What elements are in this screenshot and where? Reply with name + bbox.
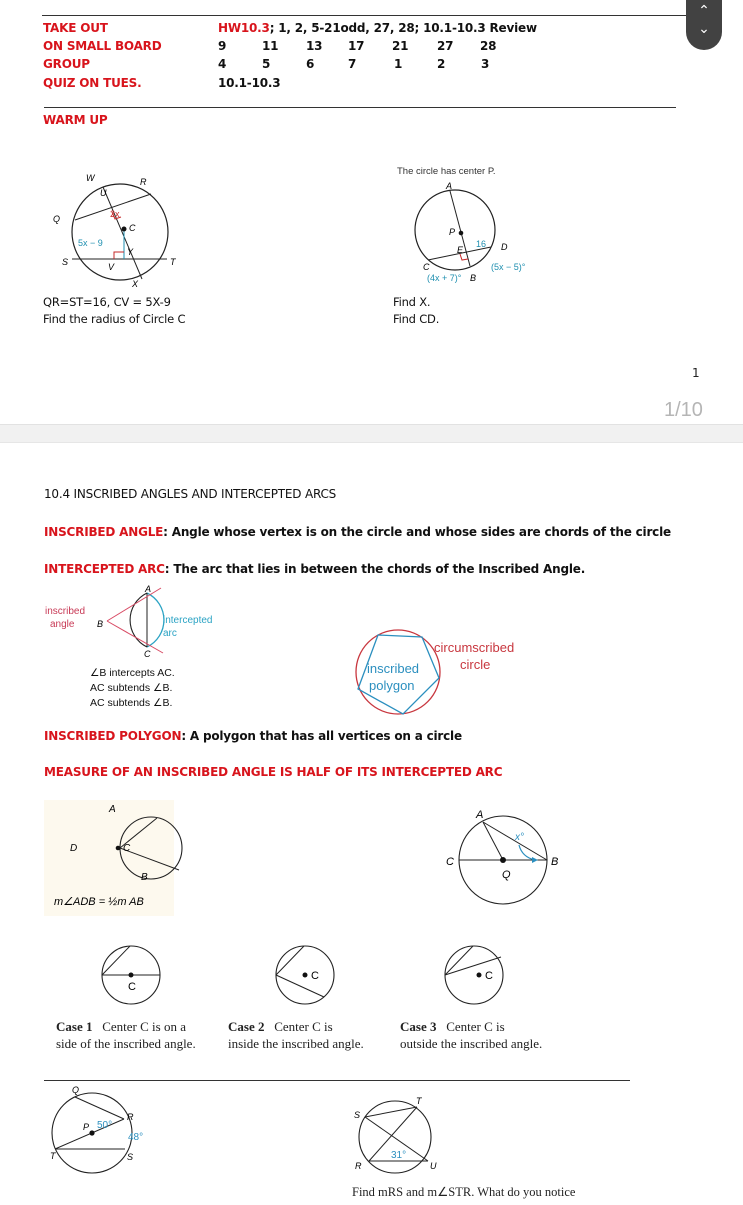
center-point — [303, 973, 308, 978]
case1-caption — [56, 1018, 196, 1052]
value: 28 — [480, 39, 497, 53]
center-point — [122, 227, 127, 232]
label-arc-db: (5x − 5)° — [491, 262, 526, 272]
divider — [44, 107, 676, 108]
label-c: C — [446, 856, 454, 868]
label-d: D — [501, 242, 508, 252]
label-s: S — [127, 1152, 134, 1162]
value: 13 — [306, 39, 323, 53]
label-c: C — [423, 262, 430, 272]
label-a: A — [446, 181, 453, 191]
label-b: B — [97, 619, 104, 629]
case2-figure — [274, 944, 339, 1009]
label-c: C — [311, 970, 319, 982]
label-p: P — [449, 227, 456, 237]
formula: m∠ADB = ½m AB — [54, 896, 144, 908]
chevron-down-icon[interactable]: ⌄ — [698, 21, 710, 37]
problem1-given: QR=ST=16, CV = 5X-9 — [43, 295, 171, 309]
intercepted-arc — [147, 593, 164, 647]
label-v: V — [108, 262, 115, 272]
label-q: Q — [53, 214, 61, 224]
case1-figure — [100, 944, 165, 1009]
case-text: Center C is — [274, 1019, 333, 1034]
label-y: Y — [127, 247, 134, 257]
polygon-label: polygon — [369, 678, 415, 693]
case-text: side of the inscribed angle. — [56, 1036, 196, 1051]
inscribed-polygon-definition — [44, 729, 462, 743]
circle-c-figure — [50, 172, 180, 290]
label-t: T — [170, 257, 176, 267]
arc-label: arc — [163, 628, 177, 639]
label-b: B — [141, 872, 148, 883]
label-c: C — [123, 843, 131, 854]
label-t: T — [416, 1096, 422, 1106]
value: 6 — [306, 57, 315, 71]
label-d: D — [70, 843, 78, 854]
take-out-label: TAKE OUT — [43, 21, 108, 35]
label-x: x° — [515, 832, 524, 843]
label-16: 16 — [476, 239, 487, 249]
label-c: C — [129, 223, 136, 233]
group-label: GROUP — [43, 57, 90, 71]
angle-label: angle — [50, 619, 75, 630]
intercepted-label: intercepted — [163, 615, 213, 626]
intercepted-arc-definition — [44, 562, 585, 576]
note-arc-subtends: AC subtends ∠B. — [90, 682, 173, 694]
diameter-tr — [55, 1119, 124, 1149]
label-angle: 50° — [97, 1120, 113, 1131]
center-point — [116, 846, 121, 851]
note-intercepts: ∠B intercepts AC. — [90, 667, 175, 679]
label-s: S — [62, 257, 69, 267]
label-2x: 2x — [110, 209, 120, 219]
right-angle-mark — [114, 252, 124, 259]
circle — [359, 1101, 431, 1173]
quiz-label: QUIZ ON TUES. — [43, 76, 142, 90]
case-text: outside the inscribed angle. — [400, 1036, 543, 1051]
chord-qr — [75, 1097, 124, 1119]
circle-p-angle-figure — [50, 1083, 170, 1178]
inscribed-polygon-figure — [352, 628, 532, 718]
term: INSCRIBED ANGLE — [44, 525, 164, 539]
label-arc-cb: (4x + 7)° — [427, 273, 462, 283]
case3-figure — [443, 944, 508, 1009]
small-board-values — [218, 39, 518, 55]
lesson-title: 10.4 INSCRIBED ANGLES AND INTERCEPTED ARCS — [44, 487, 337, 501]
definition: : Angle whose vertex is on the circle and whose sides are chords of the circle — [163, 525, 671, 539]
inscribed-angle-definition — [44, 525, 671, 539]
label-c: C — [144, 649, 151, 659]
label-u: U — [100, 188, 107, 198]
page-separator — [0, 424, 743, 443]
label-c: C — [485, 970, 493, 982]
value: 1 — [394, 57, 403, 71]
label-a: A — [145, 584, 152, 594]
term: INSCRIBED POLYGON — [44, 729, 182, 743]
label-a: A — [476, 809, 484, 821]
label-a: A — [109, 804, 116, 815]
label-t: T — [50, 1151, 56, 1161]
circle-p-figure — [415, 180, 540, 288]
circle — [445, 946, 503, 1004]
center-point — [89, 1130, 94, 1135]
homework-id: HW10.3 — [218, 21, 270, 35]
fig6-caption: Find mRS and m∠STR. What do you notice — [352, 1185, 576, 1199]
semicircle-angle-figure — [440, 805, 580, 915]
inscribed-label: inscribed — [45, 606, 86, 617]
value: 3 — [481, 57, 490, 71]
value: 27 — [437, 39, 454, 53]
case-text: Center C is — [446, 1019, 505, 1034]
problem2-find-x: Find X. — [393, 295, 431, 309]
value: 4 — [218, 57, 227, 71]
ray-ba — [107, 588, 161, 621]
label-r: R — [140, 177, 147, 187]
label-5x-9: 5x − 9 — [78, 238, 103, 248]
case3-caption — [400, 1018, 542, 1052]
problem2-find-cd: Find CD. — [393, 312, 440, 326]
label-e: E — [457, 245, 464, 255]
problem2-caption: The circle has center P. — [397, 166, 496, 177]
warm-up-heading: WARM UP — [43, 113, 108, 127]
take-out-value — [218, 21, 537, 35]
circumscribed-label: circumscribed — [434, 640, 515, 655]
center-point — [500, 857, 506, 863]
value: 9 — [218, 39, 227, 53]
label-u: U — [430, 1161, 437, 1171]
definition: : A polygon that has all vertices on a circle — [181, 729, 462, 743]
definition: : The arc that lies in between the chords of the Inscribed Angle. — [164, 562, 586, 576]
label-r: R — [127, 1112, 134, 1122]
label-b: B — [470, 273, 477, 283]
divider — [44, 1080, 630, 1081]
label-x: X — [132, 279, 139, 289]
label-b: B — [551, 856, 559, 868]
inscribed-angle-figure — [45, 583, 235, 659]
label-q: Q — [72, 1085, 80, 1095]
homework-details: ; 1, 2, 5-21odd, 27, 28; 10.1-10.3 Review — [269, 21, 537, 35]
value: 17 — [348, 39, 365, 53]
case-text: inside the inscribed angle. — [228, 1036, 364, 1051]
small-board-label: ON SMALL BOARD — [43, 39, 162, 53]
page-indicator: 1/10 — [664, 399, 703, 421]
case-text: Center C is on a — [102, 1019, 186, 1034]
case-label: Case 3 — [400, 1019, 437, 1034]
center-point — [477, 973, 482, 978]
term: INTERCEPTED ARC — [44, 562, 165, 576]
label-s: S — [354, 1110, 361, 1120]
case2-caption — [228, 1018, 364, 1052]
circle-label: circle — [460, 657, 491, 672]
note-chord-subtends: AC subtends ∠B. — [90, 697, 173, 709]
label-q: Q — [502, 869, 511, 881]
value: 5 — [262, 57, 271, 71]
inscribed-label: inscribed — [367, 661, 420, 676]
value: 21 — [392, 39, 409, 53]
label-arc: 48° — [128, 1132, 144, 1143]
label-c: C — [128, 981, 136, 993]
circle — [72, 184, 168, 280]
center-point — [459, 231, 464, 236]
page-number: 1 — [692, 366, 700, 380]
page-nav-control[interactable] — [686, 0, 722, 50]
case-label: Case 2 — [228, 1019, 265, 1034]
arrow-head — [532, 857, 538, 863]
center-point — [129, 973, 134, 978]
quiz-value: 10.1-10.3 — [218, 76, 281, 90]
label-angle: 31° — [391, 1150, 407, 1161]
circle-rstu-figure — [345, 1095, 455, 1180]
label-p: P — [83, 1122, 90, 1132]
value: 7 — [348, 57, 357, 71]
label-r: R — [355, 1161, 362, 1171]
value: 11 — [262, 39, 279, 53]
theorem-statement: MEASURE OF AN INSCRIBED ANGLE IS HALF OF ITS INTERCEPTED ARC — [44, 765, 503, 779]
top-rule — [42, 15, 702, 16]
value: 2 — [437, 57, 446, 71]
theorem-figure-overlay — [44, 800, 174, 916]
group-values — [218, 57, 518, 73]
label-w: W — [86, 173, 95, 183]
case-label: Case 1 — [56, 1019, 93, 1034]
chevron-up-icon[interactable]: ⌃ — [698, 3, 710, 19]
problem1-question: Find the radius of Circle C — [43, 312, 186, 326]
ray-bc — [107, 621, 163, 653]
